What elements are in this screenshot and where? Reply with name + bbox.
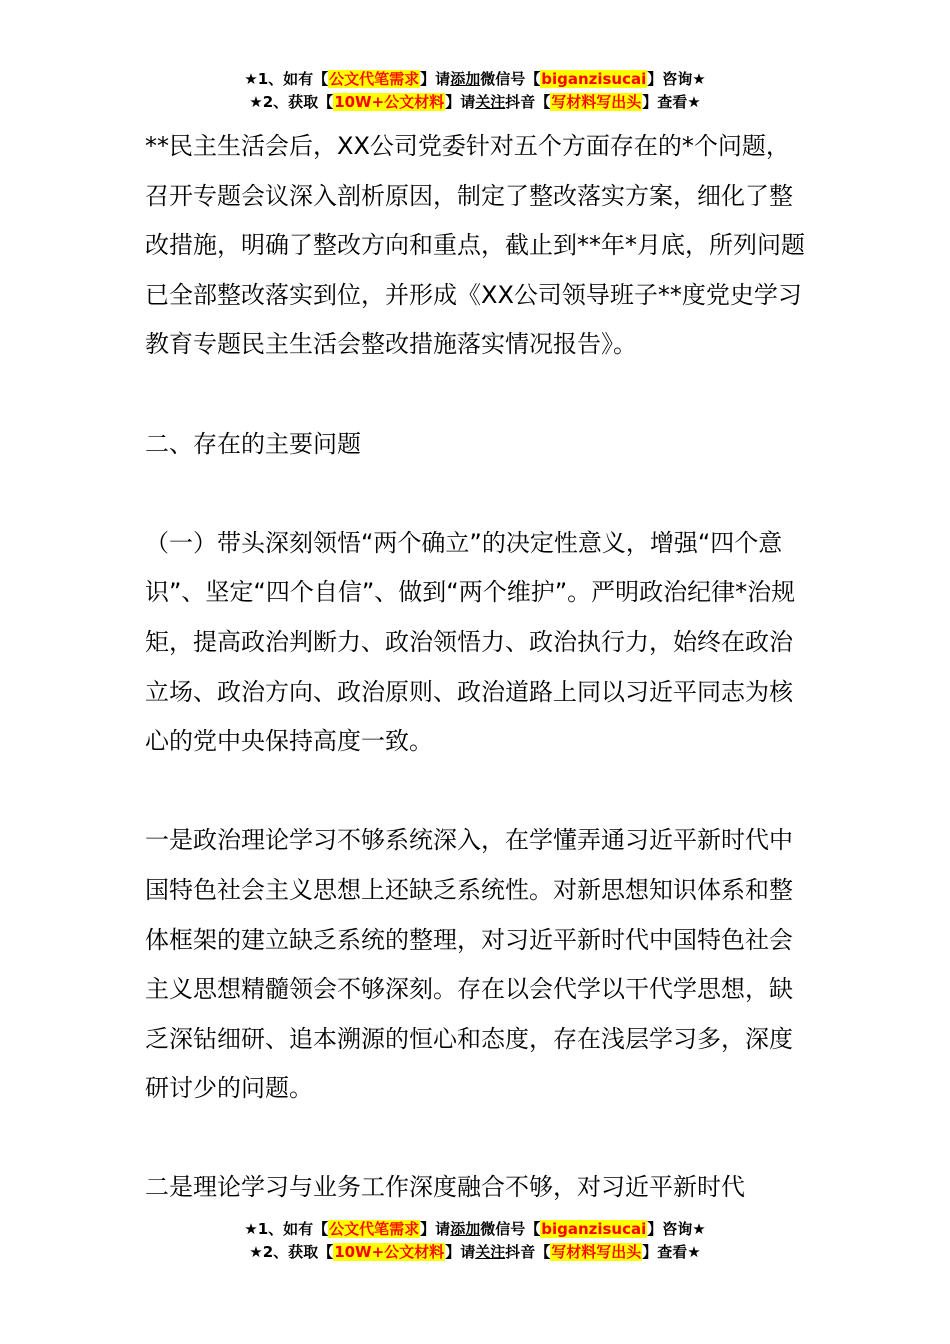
paragraph-gap	[145, 1114, 810, 1164]
intro-paragraph: **民主生活会后，XX公司党委针对五个方面存在的*个问题，召开专题会议深入剖析原因，制定了整改落实方案，细化了整改措施，明确了整改方向和重点，截止到**年*月底，所列问题已全部整改落实到位，并形成《XX公司领导班子**度党史学习教育专题民主生活会整改措施落实情况报告》。	[145, 132, 805, 359]
promo-underline: 添加	[450, 1220, 481, 1238]
promo-text: ★1、如有【	[244, 70, 329, 88]
section-heading: 二、存在的主要问题	[145, 429, 361, 458]
promo-line-2	[0, 1241, 950, 1264]
subheading-paragraph: （一）带头深刻领悟“两个确立”的决定性意义，增强“四个意识”、坚定“四个自信”、做到“两个维护”。严明政治纪律*治规矩，提高政治判断力、政治领悟力、政治执行力，始终在政治立场、政治方向、政治原则、政治道路上同以习近平同志为核心的党中央保持高度一致。	[145, 528, 796, 756]
promo-text: ★1、如有【	[244, 1220, 329, 1238]
promo-highlight: 公文代笔需求	[329, 1220, 420, 1238]
promo-text: 】请	[445, 93, 476, 111]
promo-text: 】查看★	[642, 1243, 701, 1261]
promo-text: 】咨询★	[647, 70, 706, 88]
promo-underline: 关注	[475, 93, 506, 111]
promo-text: 微信号【	[480, 1220, 541, 1238]
promo-text: 】查看★	[642, 93, 701, 111]
promo-highlight: 公文代笔需求	[329, 70, 420, 88]
promo-text: 】请	[420, 70, 451, 88]
promo-underline: 添加	[450, 70, 481, 88]
promo-text: ★2、获取【	[249, 1243, 334, 1261]
promo-line-1	[0, 1218, 950, 1241]
promo-text: 】咨询★	[647, 1220, 706, 1238]
promo-text: 】请	[420, 1220, 451, 1238]
promo-highlight: 10W+公文材料	[334, 93, 445, 111]
promo-line-2	[0, 91, 950, 114]
promo-highlight: 写材料写出头	[551, 1243, 642, 1261]
promo-highlight: biganzisucai	[541, 70, 647, 88]
paragraph-gap	[145, 469, 810, 519]
promo-highlight: biganzisucai	[541, 1220, 647, 1238]
paragraph-gap	[145, 370, 810, 420]
promo-banner-top	[0, 68, 950, 114]
promo-banner-bottom	[0, 1218, 950, 1264]
promo-underline: 关注	[475, 1243, 506, 1261]
promo-text: 抖音【	[505, 1243, 551, 1261]
promo-text: 微信号【	[480, 70, 541, 88]
point-one-paragraph: 一是政治理论学习不够系统深入，在学懂弄通习近平新时代中国特色社会主义思想上还缺乏系统性。对新思想知识体系和整体框架的建立缺乏系统的整理，对习近平新时代中国特色社会主义思想精髓领会不够深刻。存在以会代学以干代学思想，缺乏深钻细研、追本溯源的恒心和态度，存在浅层学习多，深度研讨少的问题。	[145, 826, 793, 1103]
promo-text: 抖音【	[505, 93, 551, 111]
promo-text: 】请	[445, 1243, 476, 1261]
promo-highlight: 10W+公文材料	[334, 1243, 445, 1261]
promo-line-1	[0, 68, 950, 91]
paragraph-gap	[145, 767, 810, 817]
document-body	[145, 122, 810, 1213]
promo-highlight: 写材料写出头	[551, 93, 642, 111]
point-two-paragraph: 二是理论学习与业务工作深度融合不够，对习近平新时代	[145, 1173, 745, 1202]
promo-text: ★2、获取【	[249, 93, 334, 111]
